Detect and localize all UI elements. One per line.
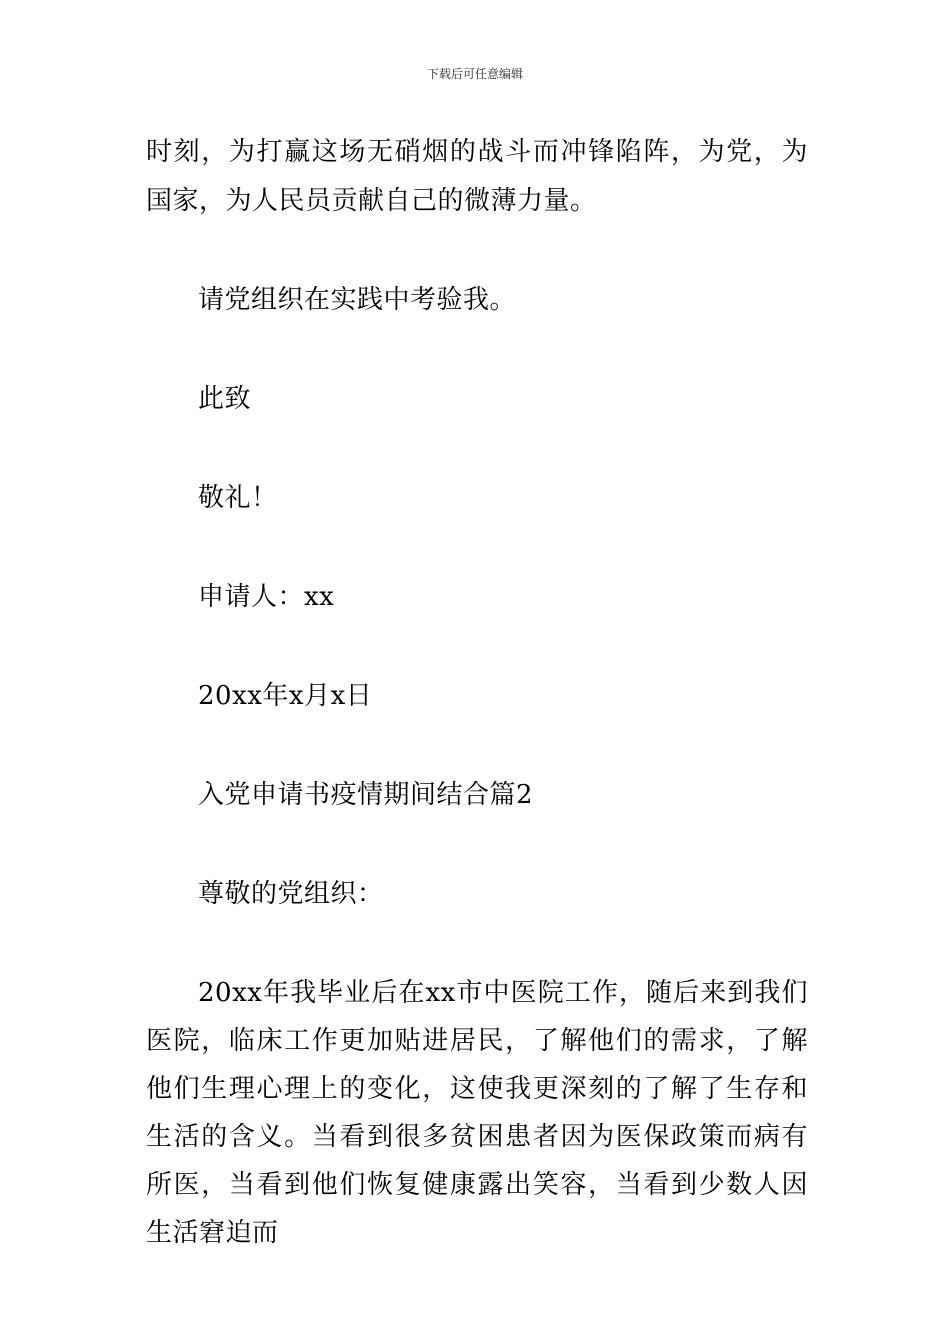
paragraph-request: 请党组织在实践中考验我。 [198,285,517,315]
signature-date: 20xx年x月x日 [198,681,373,711]
page-header: 下载后可任意编辑 [426,67,523,81]
applicant-signature: 申请人：xx [198,582,335,612]
document-body [146,128,808,1257]
paragraph-continuation: 时刻，为打赢这场无硝烟的战斗而冲锋陷阵，为党，为国家，为人民员贡献自己的微薄力量。 [146,137,808,216]
closing-regards: 敬礼！ [198,483,278,513]
closing-salutation: 此致 [198,384,252,414]
letter-greeting: 尊敬的党组织： [198,879,384,909]
body-paragraph: 20xx年我毕业后在xx市中医院工作，随后来到我们医院，临床工作更加贴进居民，了解他们的需求，了解他们生理心理上的变化，这使我更深刻的了解了生存和生活的含义。当看到很多贫困患者因为医保政策而病有所医，当看到他们恢复健康露出笑容，当看到少数人因生活窘迫而 [146,978,808,1248]
section-title: 入党申请书疫情期间结合篇2 [198,780,534,810]
